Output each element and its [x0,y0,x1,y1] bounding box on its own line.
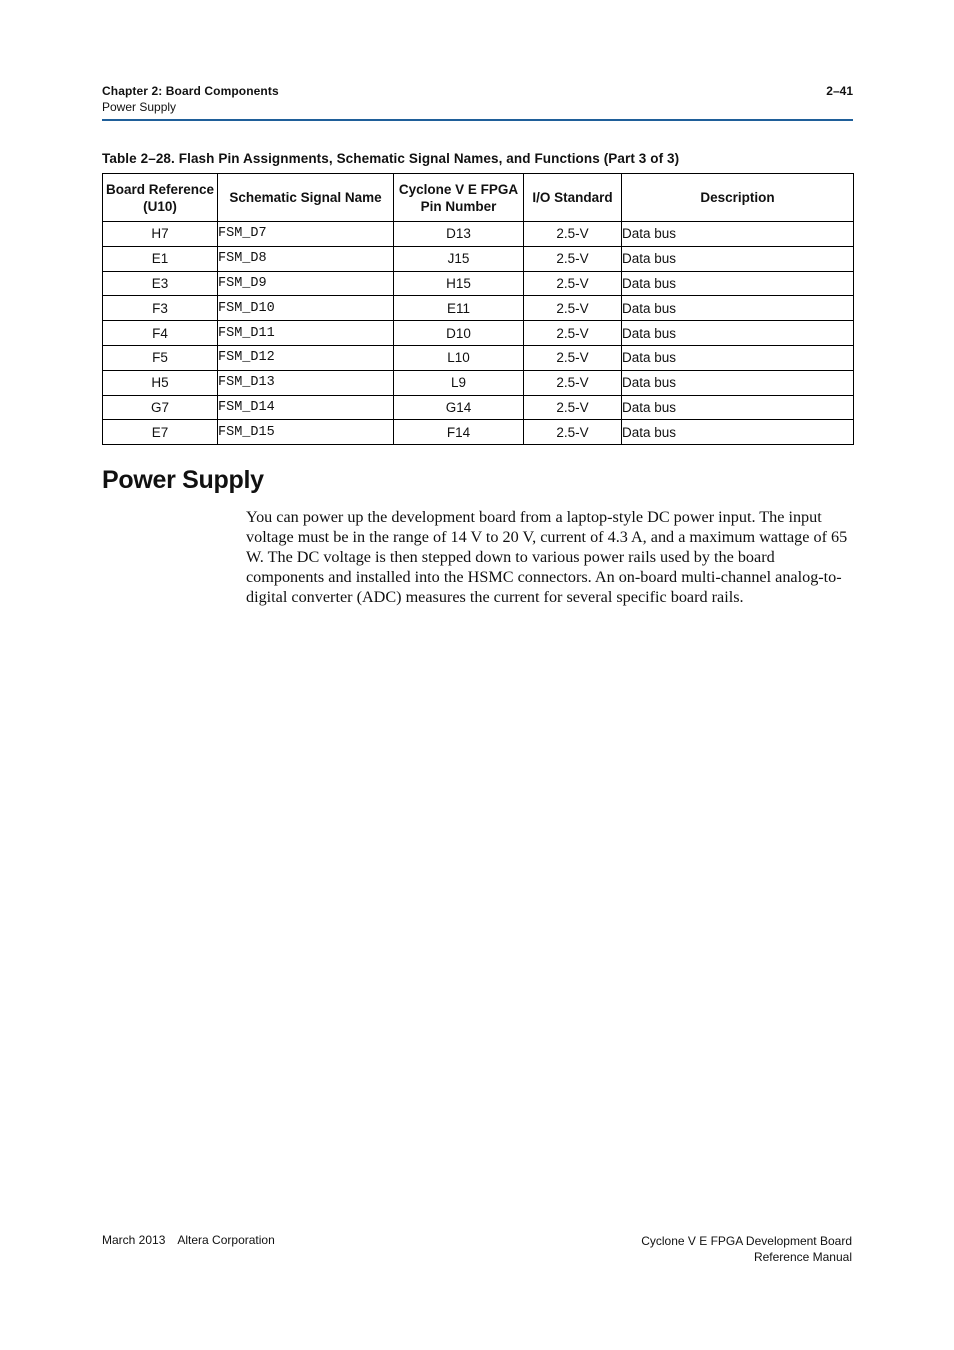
header-rule [102,119,853,121]
cell-description: Data bus [622,370,854,395]
cell-io-standard: 2.5-V [524,296,622,321]
table-row [103,370,854,395]
col-header-board-reference: Board Reference (U10) [103,174,218,222]
footer-doc-title: Cyclone V E FPGA Development Board [641,1234,852,1248]
cell-pin-number: D13 [394,222,524,247]
table-row [103,246,854,271]
cell-pin-number: J15 [394,246,524,271]
cell-board-reference: E7 [103,420,218,445]
cell-description: Data bus [622,296,854,321]
table-row [103,420,854,445]
table-row [103,271,854,296]
cell-description: Data bus [622,395,854,420]
page-number: 2–41 [826,84,853,98]
cell-signal-name: FSM_D15 [218,420,394,445]
page-header [102,84,853,114]
page-footer-right [641,1233,852,1265]
cell-description: Data bus [622,222,854,247]
col-header-pin-number: Cyclone V E FPGA Pin Number [394,174,524,222]
cell-pin-number: L10 [394,345,524,370]
flash-pin-table [102,173,854,445]
cell-signal-name: FSM_D11 [218,321,394,346]
cell-board-reference: F5 [103,345,218,370]
table-row [103,395,854,420]
cell-pin-number: L9 [394,370,524,395]
col-header-signal-name: Schematic Signal Name [218,174,394,222]
cell-board-reference: G7 [103,395,218,420]
cell-board-reference: F3 [103,296,218,321]
footer-company: Altera Corporation [177,1233,275,1247]
col-header-io-standard: I/O Standard [524,174,622,222]
cell-io-standard: 2.5-V [524,222,622,247]
cell-description: Data bus [622,321,854,346]
cell-description: Data bus [622,345,854,370]
cell-io-standard: 2.5-V [524,345,622,370]
cell-io-standard: 2.5-V [524,420,622,445]
section-body: You can power up the development board from a laptop-style DC power input. The input voltage must be in the range of 14 V to 20 V, current of 4.3 A, and a maximum wattage of 65 W. The DC voltage is then stepped down to various power rails used by the board components and installed into the HSMC connectors. An on-board multi-channel analog-to-digital converter (ADC) measures the current for several specific board rails. [246,508,848,606]
cell-board-reference: H7 [103,222,218,247]
table-row [103,296,854,321]
chapter-title: Chapter 2: Board Components [102,84,279,98]
footer-date: March 2013 [102,1233,166,1247]
cell-signal-name: FSM_D8 [218,246,394,271]
cell-pin-number: H15 [394,271,524,296]
cell-pin-number: G14 [394,395,524,420]
table-row [103,345,854,370]
cell-signal-name: FSM_D12 [218,345,394,370]
section-title: Power Supply [102,466,264,494]
cell-description: Data bus [622,420,854,445]
cell-pin-number: E11 [394,296,524,321]
cell-board-reference: E1 [103,246,218,271]
table-caption: Table 2–28. Flash Pin Assignments, Schematic Signal Names, and Functions (Part 3 of 3) [102,151,680,166]
cell-board-reference: E3 [103,271,218,296]
col-header-description: Description [622,174,854,222]
table-row [103,222,854,247]
cell-signal-name: FSM_D13 [218,370,394,395]
cell-signal-name: FSM_D10 [218,296,394,321]
cell-description: Data bus [622,271,854,296]
cell-io-standard: 2.5-V [524,321,622,346]
cell-signal-name: FSM_D14 [218,395,394,420]
cell-io-standard: 2.5-V [524,370,622,395]
cell-io-standard: 2.5-V [524,395,622,420]
cell-io-standard: 2.5-V [524,271,622,296]
cell-pin-number: D10 [394,321,524,346]
cell-pin-number: F14 [394,420,524,445]
cell-board-reference: F4 [103,321,218,346]
cell-description: Data bus [622,246,854,271]
cell-signal-name: FSM_D9 [218,271,394,296]
cell-signal-name: FSM_D7 [218,222,394,247]
table-row [103,321,854,346]
table-header-row [103,174,854,222]
footer-doc-subtitle: Reference Manual [753,1250,852,1264]
cell-board-reference: H5 [103,370,218,395]
page-footer-left [102,1233,275,1247]
running-section: Power Supply [102,100,177,114]
cell-io-standard: 2.5-V [524,246,622,271]
